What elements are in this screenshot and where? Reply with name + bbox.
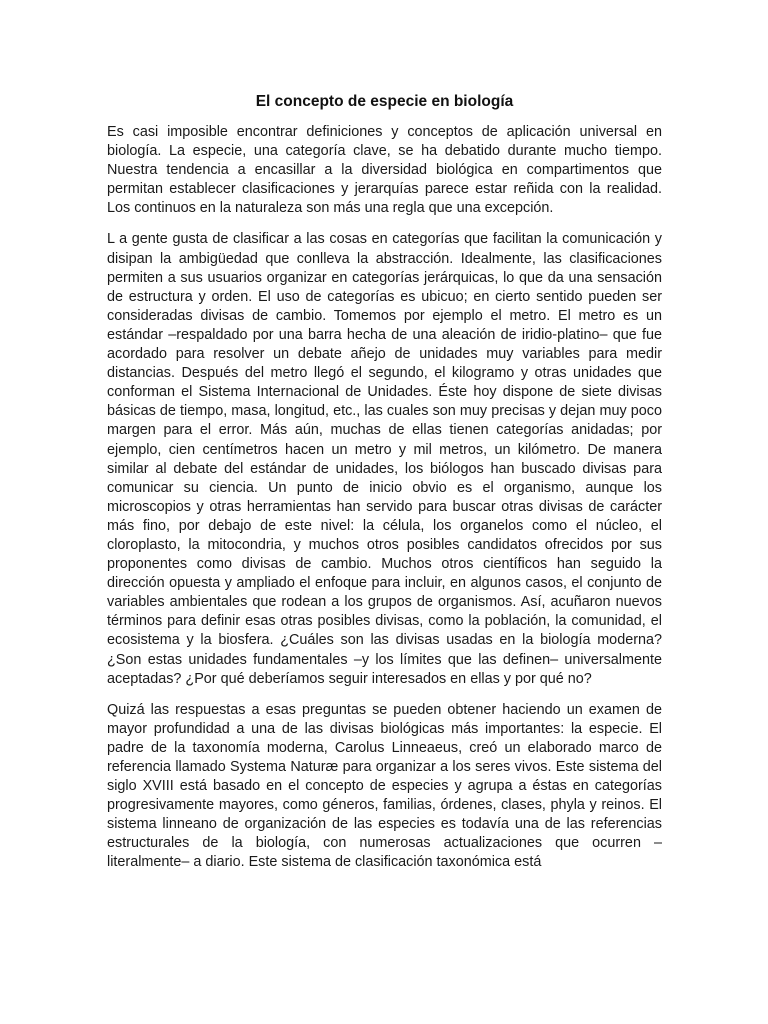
paragraph-classification: L a gente gusta de clasificar a las cosas en categorías que facilitan la comunicación y disipan la ambigüedad que conlleva la abstracción. Idealmente, las clasificaciones permiten a sus usuarios organizar en categorías jerárquicas, lo que da una sensación de estructura y orden. El uso de categorías es ubicuo; en cierto sentido pueden ser consideradas divisas de cambio. Tomemos por ejemplo el metro. El metro es un estándar –respaldado por una barra hecha de una aleación de iridio-platino– que fue acordado para resolver un debate añejo de unidades muy variables para medir distancias. Después del metro llegó el segundo, el kilogramo y otras unidades que conforman el Sistema Internacional de Unidades. Éste hoy dispone de siete divisas básicas de tiempo, masa, longitud, etc., las cuales son muy precisas y dejan muy poco margen para el error. Más aún, muchas de ellas tienen categorías anidadas; por ejemplo, cien centímetros hacen un metro y mil metros, un kilómetro. De manera similar al debate del estándar de unidades, los biólogos han buscado divisas para comunicar su ciencia. Un punto de inicio obvio es el organismo, aunque los microscopios y otras herramientas han servido para buscar otras divisas de carácter más fino, por debajo de este nivel: la célula, los organelos como el núcleo, el cloroplasto, la mitocondria, y muchos otros posibles candidatos ofrecidos por sus proponentes como divisas de cambio. Muchos otros científicos han seguido la dirección opuesta y ampliado el enfoque para incluir, en algunos casos, el conjunto de variables ambientales que rodean a los grupos de organismos. Así, acuñaron nuevos términos para definir esas otras posibles divisas, como la población, la comunidad, el ecosistema y la biosfera. ¿Cuáles son las divisas usadas en la biología moderna? ¿Son estas unidades fundamentales –y los límites que las definen– universalmente aceptadas? ¿Por qué deberíamos seguir interesados en ellas y por qué no?: [107, 231, 662, 687]
paragraph-species: Quizá las respuestas a esas preguntas se pueden obtener haciendo un examen de mayor profundidad a una de las divisas biológicas más importantes: la especie. El padre de la taxonomía moderna, Carolus Linneaeus, creó un elaborado marco de referencia llamado Systema Naturæ para organizar a los seres vivos. Este sistema del siglo XVIII está basado en el concepto de especies y agrupa a éstas en categorías progresivamente mayores, como géneros, familias, órdenes, clases, phyla y reinos. El sistema linneano de organización de las especies es todavía una de las referencias estructurales de la biología, con numerosas actualizaciones que ocurren –literalmente– a diario. Este sistema de clasificación taxonómica está: [107, 701, 662, 871]
paragraph-intro: Es casi imposible encontrar definiciones y conceptos de aplicación universal en biología. La especie, una categoría clave, se ha debatido durante mucho tiempo. Nuestra tendencia a encasillar a la diversidad biológica en compartimentos que permitan establecer clasificaciones y jerarquías parece estar reñida con la realidad. Los continuos en la naturaleza son más una regla que una excepción.: [107, 124, 662, 217]
document-title: El concepto de especie en biología: [255, 93, 514, 110]
